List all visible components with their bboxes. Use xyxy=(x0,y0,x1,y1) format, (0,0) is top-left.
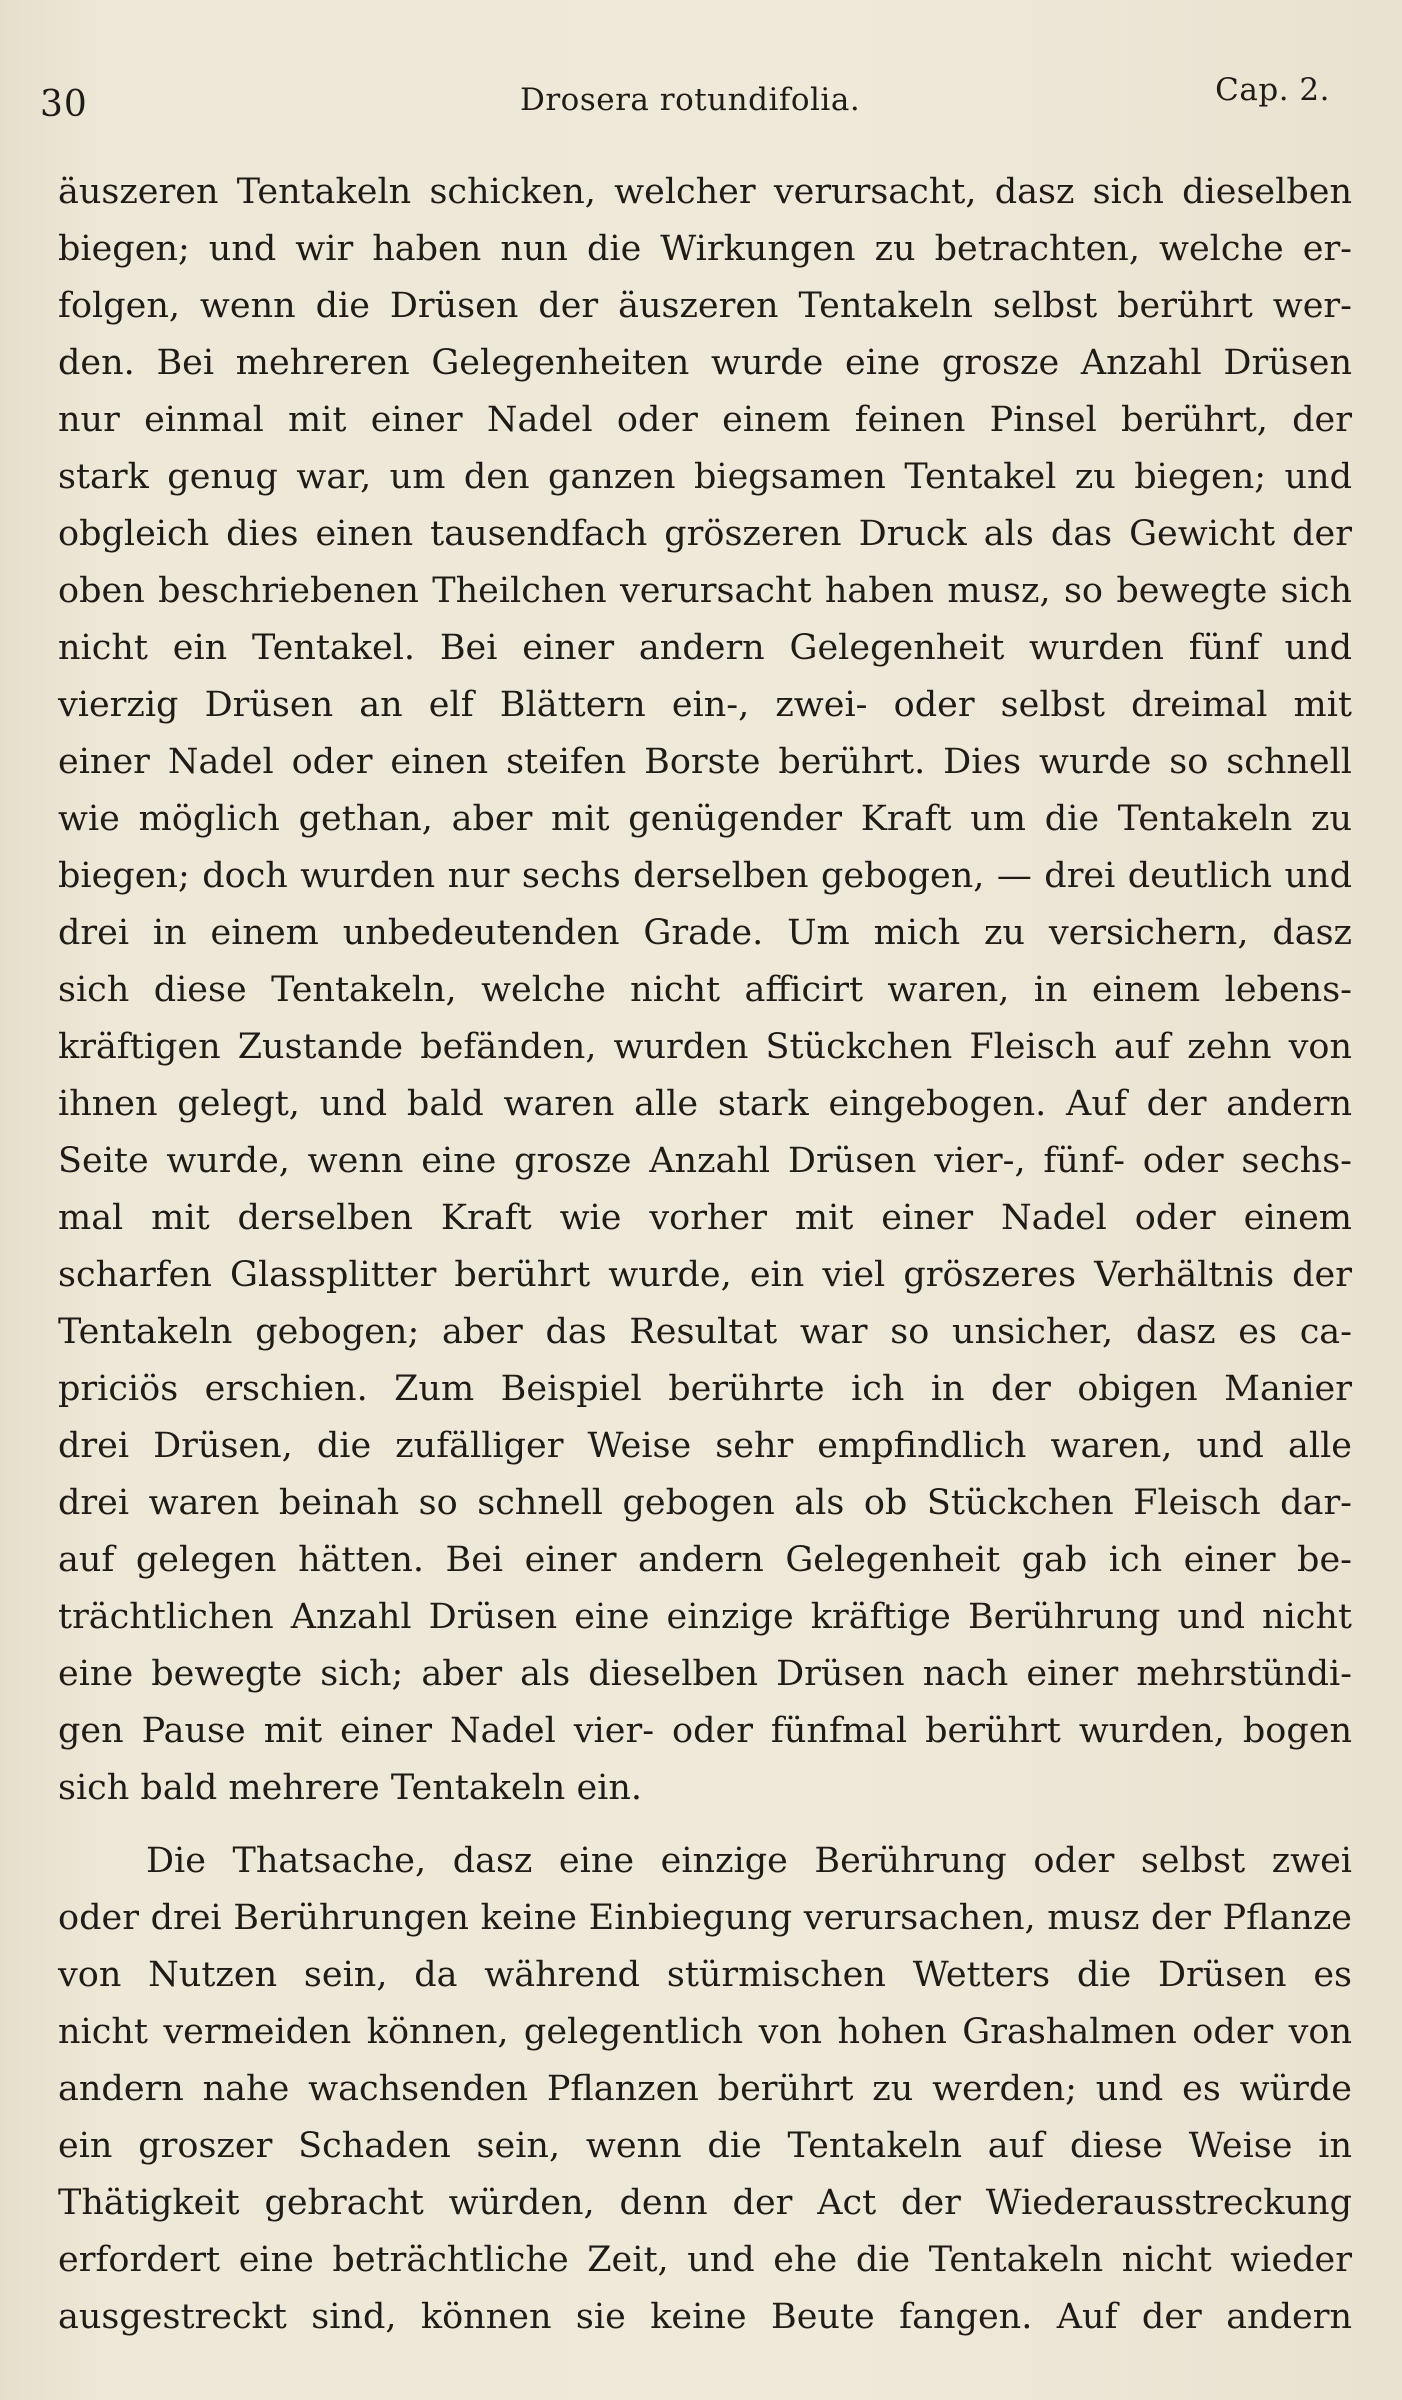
text-line: mal mit derselben Kraft wie vorher mit einer Nadel oder einem xyxy=(58,1198,1352,1238)
text-line: oder drei Berührungen keine Einbiegung verursachen, musz der Pflanze xyxy=(58,1898,1352,1938)
text-line: nur einmal mit einer Nadel oder einem feinen Pinsel berührt, der xyxy=(58,400,1352,440)
text-line: biegen; doch wurden nur sechs derselben gebogen, — drei deutlich und xyxy=(58,856,1352,896)
text-line: einer Nadel oder einen steifen Borste berührt. Dies wurde so schnell xyxy=(58,742,1352,782)
text-line: priciös erschien. Zum Beispiel berührte ich in der obigen Manier xyxy=(58,1369,1352,1409)
text-line: scharfen Glassplitter berührt wurde, ein viel gröszeres Verhältnis der xyxy=(58,1255,1352,1295)
text-line: obgleich dies einen tausendfach gröszeren Druck als das Gewicht der xyxy=(58,514,1352,554)
text-line: drei waren beinah so schnell gebogen als ob Stückchen Fleisch dar- xyxy=(58,1483,1352,1523)
text-line: drei in einem unbedeutenden Grade. Um mich zu versichern, dasz xyxy=(58,913,1352,953)
text-line: wie möglich gethan, aber mit genügender Kraft um die Tentakeln zu xyxy=(58,799,1352,839)
text-line: ein groszer Schaden sein, wenn die Tentakeln auf diese Weise in xyxy=(58,2126,1352,2166)
text-line: erfordert eine beträchtliche Zeit, und ehe die Tentakeln nicht wieder xyxy=(58,2240,1352,2280)
text-line: den. Bei mehreren Gelegenheiten wurde eine grosze Anzahl Drüsen xyxy=(58,343,1352,383)
text-line: Seite wurde, wenn eine grosze Anzahl Drüsen vier-, fünf- oder sechs- xyxy=(58,1141,1352,1181)
chapter-label: Cap. 2. xyxy=(1215,72,1330,108)
text-line: drei Drüsen, die zufälliger Weise sehr empfindlich waren, und alle xyxy=(58,1426,1352,1466)
text-line: biegen; und wir haben nun die Wirkungen zu betrachten, welche er- xyxy=(58,229,1352,269)
text-line: nicht ein Tentakel. Bei einer andern Gelegenheit wurden fünf und xyxy=(58,628,1352,668)
text-line: Die Thatsache, dasz eine einzige Berührung oder selbst zwei xyxy=(146,1841,1352,1881)
text-line: sich diese Tentakeln, welche nicht afficirt waren, in einem lebens- xyxy=(58,970,1352,1010)
text-line: folgen, wenn die Drüsen der äuszeren Tentakeln selbst berührt wer- xyxy=(58,286,1352,326)
text-line: sich bald mehrere Tentakeln ein. xyxy=(58,1768,643,1808)
text-line: ihnen gelegt, und bald waren alle stark eingebogen. Auf der andern xyxy=(58,1084,1352,1124)
page-number: 30 xyxy=(40,84,88,125)
text-line: trächtlichen Anzahl Drüsen eine einzige kräftige Berührung und nicht xyxy=(58,1597,1352,1637)
text-line: Thätigkeit gebracht würden, denn der Act der Wiederausstreckung xyxy=(58,2183,1352,2223)
text-line: stark genug war, um den ganzen biegsamen Tentakel zu biegen; und xyxy=(58,457,1352,497)
body-text xyxy=(58,164,1352,2346)
text-line: nicht vermeiden können, gelegentlich von hohen Grashalmen oder von xyxy=(58,2012,1352,2052)
paragraph-1 xyxy=(58,164,1352,1817)
text-line: eine bewegte sich; aber als dieselben Drüsen nach einer mehrstündi- xyxy=(58,1654,1352,1694)
text-line: äuszeren Tentakeln schicken, welcher verursacht, dasz sich dieselben xyxy=(58,172,1352,212)
text-line: gen Pause mit einer Nadel vier- oder fünfmal berührt wurden, bogen xyxy=(58,1711,1352,1751)
page-header xyxy=(40,72,1330,138)
text-line: ausgestreckt sind, können sie keine Beute fangen. Auf der andern xyxy=(58,2297,1352,2337)
text-line: andern nahe wachsenden Pflanzen berührt zu werden; und es würde xyxy=(58,2069,1352,2109)
text-line: kräftigen Zustande befänden, wurden Stückchen Fleisch auf zehn von xyxy=(58,1027,1352,1067)
running-title: Drosera rotundifolia. xyxy=(520,82,861,118)
text-line: Tentakeln gebogen; aber das Resultat war so unsicher, dasz es ca- xyxy=(58,1312,1352,1352)
text-line: auf gelegen hätten. Bei einer andern Gelegenheit gab ich einer be- xyxy=(58,1540,1352,1580)
text-line: von Nutzen sein, da während stürmischen Wetters die Drüsen es xyxy=(58,1955,1352,1995)
text-line: oben beschriebenen Theilchen verursacht haben musz, so bewegte sich xyxy=(58,571,1352,611)
text-line: vierzig Drüsen an elf Blättern ein-, zwei- oder selbst dreimal mit xyxy=(58,685,1352,725)
paragraph-2 xyxy=(58,1833,1352,2346)
